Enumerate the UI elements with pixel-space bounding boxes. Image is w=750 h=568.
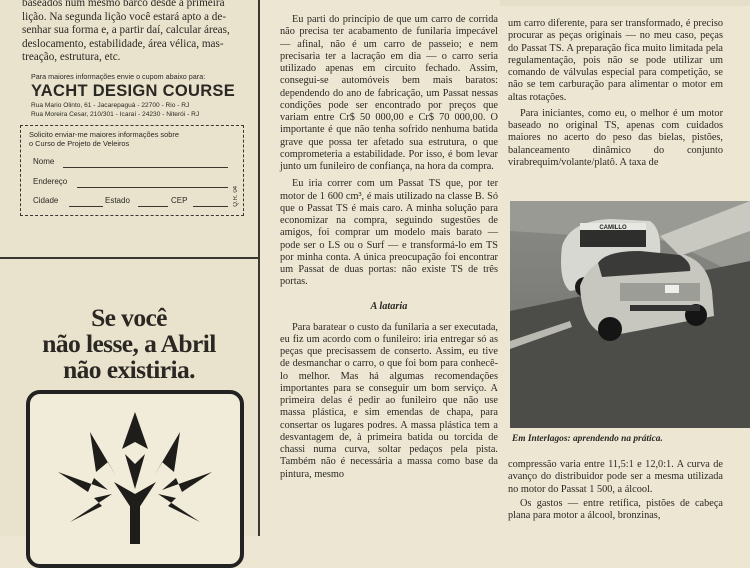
abril-ad-line: não existiria. [63,355,195,384]
page-top-strip [500,0,750,6]
intro-line: senhar sua forma e, a partir daí, calcular áreas, [22,24,230,37]
state-label: Estado [105,196,130,205]
address-line: Rua Moreira Cesar, 210/301 - Icaraí - 24230 - Niterói - RJ [31,111,200,118]
photo-caption: Em Interlagos: aprendendo na prática. [512,434,663,444]
article-paragraph: Eu parti do princípio de que um carro de corrida não precisa ter acabamento de funilaria impecável — afinal, não é um carro de passeio; e nem precisaria ter a lacração em dia — o carro seria utilizado apenas em circuito fechado. Assim, consegui-se automóveis bem mais baratos: dependendo do ano de fabricação, um Passat nessas condições pode ser encontrado por preços que variam entre Cr$ 50 000,00 e Cr$ 70 000,00. O importante é que não tenha sofrido nenhuma batida grave que possa ter afetado sua estrutura, o que comprometeria a estabilidade. Por isso, é bom levar junto um funileiro de confiança, na hora da compra. [280,14,498,172]
address-line: Rua Mario Olinto, 61 - Jacarepaguá - 22700 - Rio - RJ [31,102,190,109]
zip-field[interactable] [193,206,228,207]
article-column-right-top [508,18,723,169]
race-photo [510,201,750,428]
intro-line: lição. Na segunda lição você estará apto a de- [22,10,227,23]
car-sign-text: CAMILLO [599,225,627,231]
coupon-title [29,130,234,148]
name-field[interactable] [63,167,228,168]
course-brand: YACHT DESIGN COURSE [31,82,236,100]
article-paragraph: Para baratear o custo da funilaria a ser executada, eu fiz um acordo com o funileiro: iria entregar só as peças que precisassem de conserto. Assim, eu tive de desmanchar o carro, o que foi bom para conhecê-lo melhor. Mas há algumas recomendações importantes para se conseguir um bom serviço. A primeira delas é pedir ao funileiro que não use massa plástica, e sim emendas de chapa, para consertar os lugares podres. A massa plástica tem a desvantagem de, à primeira batida ou torcida de chassi numa curva, soltar pedaços pela pista. Também não é necessária a massa como base da pintura, mesmo [280,321,498,480]
ad-divider [0,257,258,259]
city-field[interactable] [69,206,103,207]
article-paragraph: Para iniciantes, como eu, o melhor é um motor baseado no original TS, apenas com cuidados maiores no acerto do peso das bielas, pistões, balanceamento dinâmico do conjunto virabrequim/volante/platô. A taxa de [508,107,723,168]
city-label: Cidade [33,196,59,205]
article-paragraph: Eu iria correr com um Passat TS que, por ter motor de 1 600 cm³, é mais utilizado na classe B. Só que o Passat TS é mais caro. A minha solução para economizar na compra, seguindo sugestões de amigos, foi comprar um modelo mais barato — pode ser o LS ou o Surf — e transformá-lo em TS por minha conta. A única preocupação foi encontrar um Passat de duas portas: não existe TS de três portas. [280,178,498,288]
abril-tree-icon [30,394,240,544]
section-heading: A lataria [370,300,408,312]
coupon-title-line: o Curso de Projeto de Veleiros [29,139,130,148]
left-ad-column [0,0,258,536]
article-paragraph: um carro diferente, para ser transformado, é preciso procurar as peças originais — no meu caso, peças do Passat TS. A preparação fica muito limitada pela regulamentação, pois não se pode utilizar um comando de válvulas especial para competição, se não se tem carburação para alimentar o motor em altas rotações. [508,18,723,103]
race-cars-image [510,201,750,428]
intro-line: baseados num mesmo barco desde a primeira [22,0,225,9]
info-line: Para maiores informações envie o cupom abaixo para: [31,72,206,81]
course-intro-text [22,0,254,65]
address-label: Endereço [33,177,68,186]
abril-ad-line: Se você [91,303,167,332]
article-column-right-bottom [508,459,723,522]
column-divider [258,0,260,536]
article-column-middle [280,14,498,481]
coupon-title-line: Solicito enviar-me maiores informações sobre [29,130,179,139]
article-paragraph: compressão varia entre 11,5:1 e 12,0:1. A curva de avanço do distribuidor pode ser a mesma utilizada no motor do Passat 1 500, a álcool. [508,459,723,495]
address-field[interactable] [77,187,228,188]
order-coupon [20,125,244,216]
name-label: Nome [33,157,55,166]
article-paragraph: Os gastos — entre retífica, pistões de cabeça plana para motor a álcool, bronzinas, [508,497,723,521]
intro-line: treação, estrutura, etc. [22,51,121,64]
state-field[interactable] [138,206,168,207]
coupon-serial: Q.R. 04 [233,186,239,207]
zip-label: CEP [171,196,188,205]
abril-tree-logo [26,390,244,568]
abril-ad-line: não lesse, a Abril [42,329,216,358]
intro-line: deslocamento, estabilidade, área vélica, mas- [22,37,224,50]
